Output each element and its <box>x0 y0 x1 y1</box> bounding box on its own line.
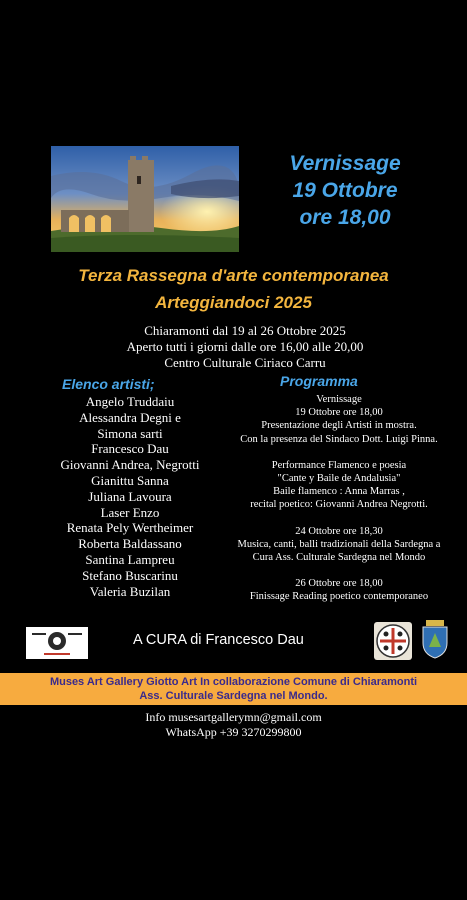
castle-landscape-image <box>51 146 239 252</box>
organizers-line2: Ass. Culturale Sardegna nel Mondo. <box>139 690 328 702</box>
castle-photo <box>51 146 239 252</box>
vernissage-time: ore 18,00 <box>299 206 391 229</box>
contact-email: Info musesartgallerymn@gmail.com <box>145 710 322 724</box>
event-title: Terza Rassegna d'arte contemporanea <box>78 266 389 285</box>
artist-name: Juliana Lavoura <box>88 488 172 504</box>
artist-name: Alessandra Degni e <box>79 409 181 425</box>
artist-name: Francesco Dau <box>91 441 169 457</box>
artist-name: Renata Pely Wertheimer <box>66 520 194 536</box>
artist-name: Laser Enzo <box>100 504 160 520</box>
artist-name: Angelo Truddaiu <box>85 394 175 409</box>
artist-name: Giovanni Andrea, Negrotti <box>60 457 200 473</box>
programma-line: "Cante y Baile de Andalusia" <box>277 473 401 485</box>
dates-info: Chiaramonti dal 19 al 26 Ottobre 2025 <box>144 323 346 338</box>
programma-block <box>205 577 467 603</box>
artist-name: Stefano Buscarinu <box>82 567 178 583</box>
comune-crest-icon <box>420 619 450 659</box>
programma-line: Finissage Reading poetico contemporaneo <box>249 591 429 603</box>
gallery-logo <box>26 627 88 659</box>
programma-line: Cura Ass. Culturale Sardegna nel Mondo <box>252 552 426 564</box>
event-subtitle: Arteggiandoci 2025 <box>155 293 312 312</box>
programma-line: Con la presenza del Sindaco Dott. Luigi Pinna. <box>240 433 438 445</box>
artist-name: Gianittu Sanna <box>91 472 169 488</box>
opening-hours: Aperto tutti i giorni dalle ore 16,00 alle 20,00 <box>126 339 364 354</box>
vernissage-line1: Vernissage <box>289 152 401 175</box>
artist-name: Valeria Buzilan <box>89 583 171 599</box>
contact-phone: WhatsApp +39 3270299800 <box>165 725 302 739</box>
artist-name: Simona sarti <box>97 425 163 441</box>
programma-heading: Programma <box>280 373 358 389</box>
artist-name: Santina Lampreu <box>85 551 175 567</box>
venue: Centro Culturale Ciriaco Carru <box>164 355 326 370</box>
curator-credit: A CURA di Francesco Dau <box>133 632 304 648</box>
artists-heading: Elenco artisti; <box>62 376 155 392</box>
organizers-line1: Muses Art Gallery Giotto Art In collaborazione Comune di Chiaramonti <box>49 676 418 688</box>
programma-block <box>205 525 467 565</box>
sardegna-association-logo <box>374 622 412 660</box>
organizers-banner <box>0 673 467 705</box>
programma-line: Presentazione degli Artisti in mostra. <box>261 420 417 432</box>
programma-block <box>205 393 467 446</box>
artists-list <box>30 394 230 599</box>
programma-line: 26 Ottobre ore 18,00 <box>295 578 383 590</box>
programma-line: Performance Flamenco e poesia <box>271 459 407 471</box>
programma-line: Baile flamenco : Anna Marras , <box>273 486 405 498</box>
programma-block <box>205 459 467 512</box>
programma-line: Musica, canti, balli tradizionali della Sardegna a <box>237 538 441 550</box>
programma-line: Vernissage <box>316 394 362 405</box>
vernissage-date: 19 Ottobre <box>292 179 398 202</box>
programma-list <box>205 393 467 604</box>
artist-name: Roberta Baldassano <box>78 536 182 552</box>
programma-line: 19 Ottobre ore 18,00 <box>295 407 383 419</box>
programma-line: 24 Ottobre ore 18,30 <box>295 525 383 537</box>
programma-line: recital poetico: Giovanni Andrea Negrotti. <box>250 499 428 511</box>
